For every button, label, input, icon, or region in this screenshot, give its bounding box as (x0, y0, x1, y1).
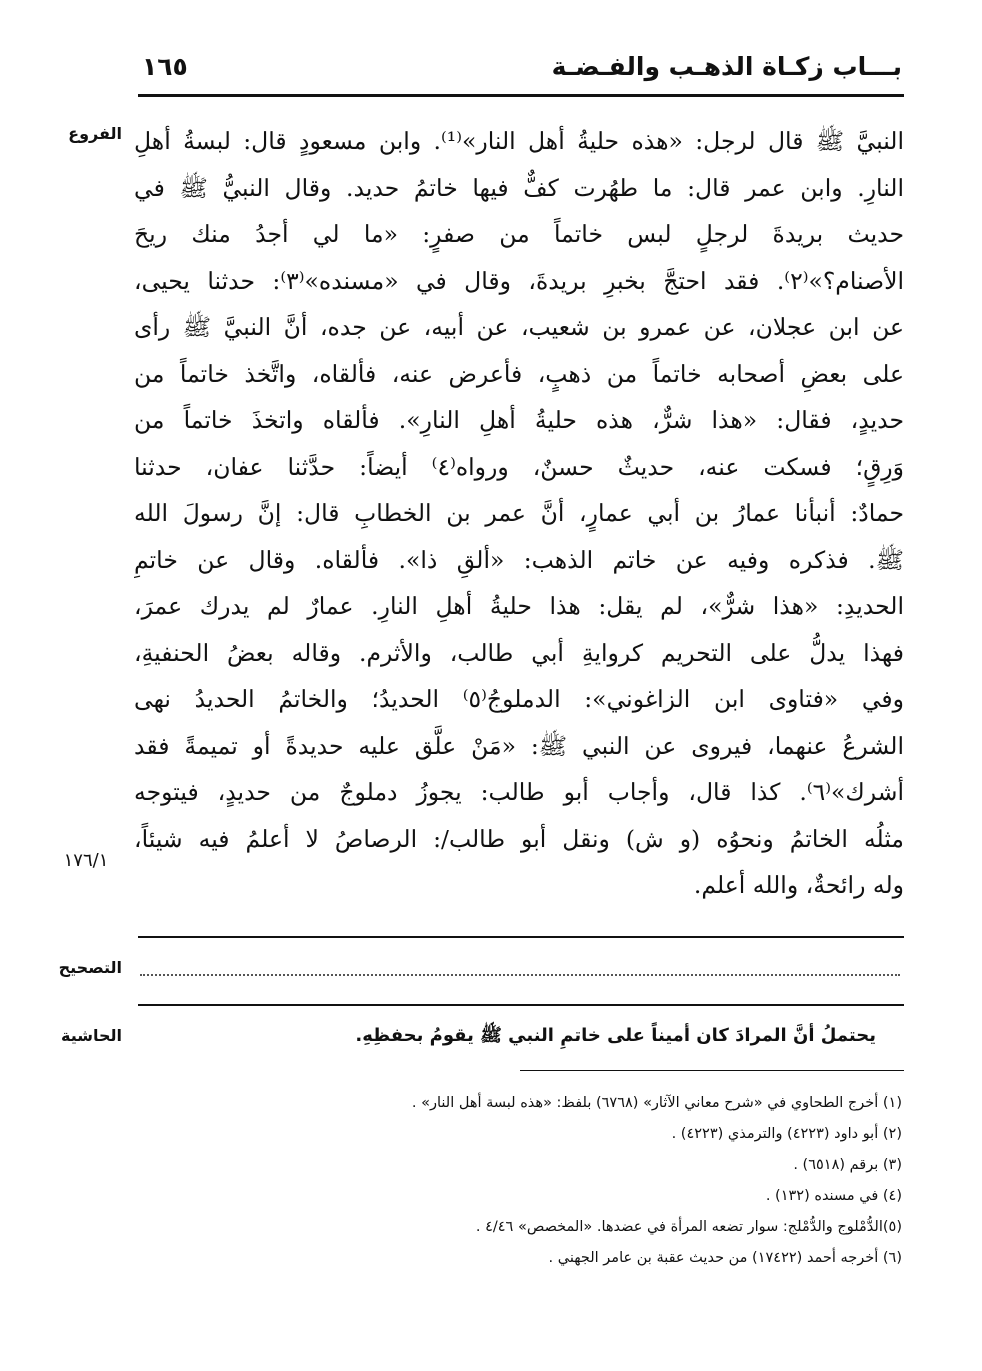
main-text (134, 118, 904, 909)
chapter-title: بـــاب زكـاة الذهـب والفـضـة (551, 52, 902, 81)
text-line: وَرِقٍ؛ فسكت عنه، حديثٌ حسنٌ، ورواه⁽٤⁾ أيضاً: حدَّثنا عفان، حدثنا (134, 452, 904, 481)
side-label-tashih: التصحيح (58, 958, 122, 977)
page-number: ١٦٥ (142, 52, 188, 81)
text-line: وفي «فتاوى ابن الزاغوني»: الدملوجُ⁽٥⁾ الحديدُ؛ والخاتمُ الحديدُ نهى (134, 685, 904, 713)
text-line: أشرك»⁽٦⁾. كذا قال، وأجاب أبو طالب: يجوزُ دملوجٌ من حديدٍ، فيتوجه (134, 778, 904, 806)
footnote-4: (٤) في مسنده (١٣٢) . (765, 1188, 902, 1204)
side-volume-reference: ١٧٦/١ (63, 850, 109, 871)
side-label-furu: الفروع (68, 124, 122, 143)
text-line: على بعضِ أصحابه خاتماً من ذهبٍ، فأعرض عنه، فألقاه، واتَّخذ خاتماً من (134, 359, 904, 388)
footnote-separator (520, 1070, 904, 1071)
footnote-2: (٢) أبو داود (٤٢٢٣) والترمذي (٤٢٢٣) . (671, 1126, 902, 1142)
text-line: عن ابن عجلان، عن عمرو بن شعيب، عن أبيه، عن جده، أنَّ النبيَّ ﷺ رأى (134, 313, 904, 341)
text-line: النارِ. وابن عمر قال: ما طهُرت كفٌّ فيها خاتمُ حديد. وقال النبيُّ ﷺ في (134, 173, 904, 202)
text-line: فهذا يدلُّ على التحريم كروايةِ أبي طالب، والأثرم. وقاله بعضُ الحنفيةِ، (134, 638, 904, 667)
hashiya-note: يحتملُ أنَّ المرادَ كان أميناً على خاتمِ النبي ﷺ يقومُ بحفظِهِ. (355, 1025, 876, 1046)
footnote-3: (٣) برقم (٦٥١٨) . (793, 1157, 902, 1173)
hashiya-top-rule (138, 1004, 904, 1006)
text-line: حديدٍ، فقال: «هذا شرٌّ، هذه حليةُ أهلِ النارِ». فألقاه واتخذَ خاتماً من (134, 406, 904, 434)
text-line: حمادٌ: أنبأنا عمارُ بن أبي عمارٍ، أنَّ عمر بن الخطابِ قال: إنَّ رسولَ الله (134, 499, 904, 527)
footnote-6: (٦) أخرجه أحمد (١٧٤٢٢) من حديث عقبة بن عامر الجهني . (548, 1250, 902, 1266)
tashih-top-rule (138, 936, 904, 938)
text-line: حديث بريدةَ لرجلٍ لبس خاتماً من صفرٍ: «ما لي أجدُ منك ريحَ (134, 220, 904, 248)
footnote-5: (٥)الدُّمْلوج والدُّمْلج: سوار تضعه المرأة في عضدها. «المخصص» ٤/٤٦ . (475, 1219, 902, 1235)
footnotes (302, 1088, 902, 1274)
side-label-hashiya: الحاشية (61, 1026, 122, 1045)
footnote-1: (١) أخرج الطحاوي في «شرح معاني الآثار» (٦٧٦٨) بلفظ: «هذه لبسة أهل النار» . (411, 1095, 902, 1111)
text-line: الأصنام؟»⁽٢⁾. فقد احتجَّ بخبرِ بريدةَ، وقال في «مسنده»⁽٣⁾: حدثنا يحيى، (134, 266, 904, 295)
text-line: النبيَّ ﷺ قال لرجل: «هذه حليةُ أهل النار»⁽¹⁾. وابن مسعودٍ قال: لبسةُ أهلِ (134, 127, 904, 155)
tashih-dotted-line (140, 974, 900, 976)
text-line: ﷺ. فذكره وفيه عن خاتم الذهب: «ألقِ ذا». فألقاه. وقال عن خاتمِ (134, 545, 904, 574)
text-line: وله رائحةٌ، والله أعلم. (693, 871, 904, 899)
text-line: الشرعُ عنهما، فيروى عن النبي ﷺ: «مَنْ علَّق عليه حديدةً أو تميمةً فقد (134, 731, 904, 760)
text-line: مثلُه الخاتمُ ونحوُه (و ش) ونقل أبو طالب/: الرصاصُ لا أعلمُ فيه شيئاً، (134, 824, 904, 853)
text-line: الحديدِ: «هذا شرٌّ»، لم يقل: هذا حليةُ أهلِ النارِ. عمارٌ لم يدرك عمرَ، (134, 592, 904, 620)
page-header (138, 48, 904, 97)
